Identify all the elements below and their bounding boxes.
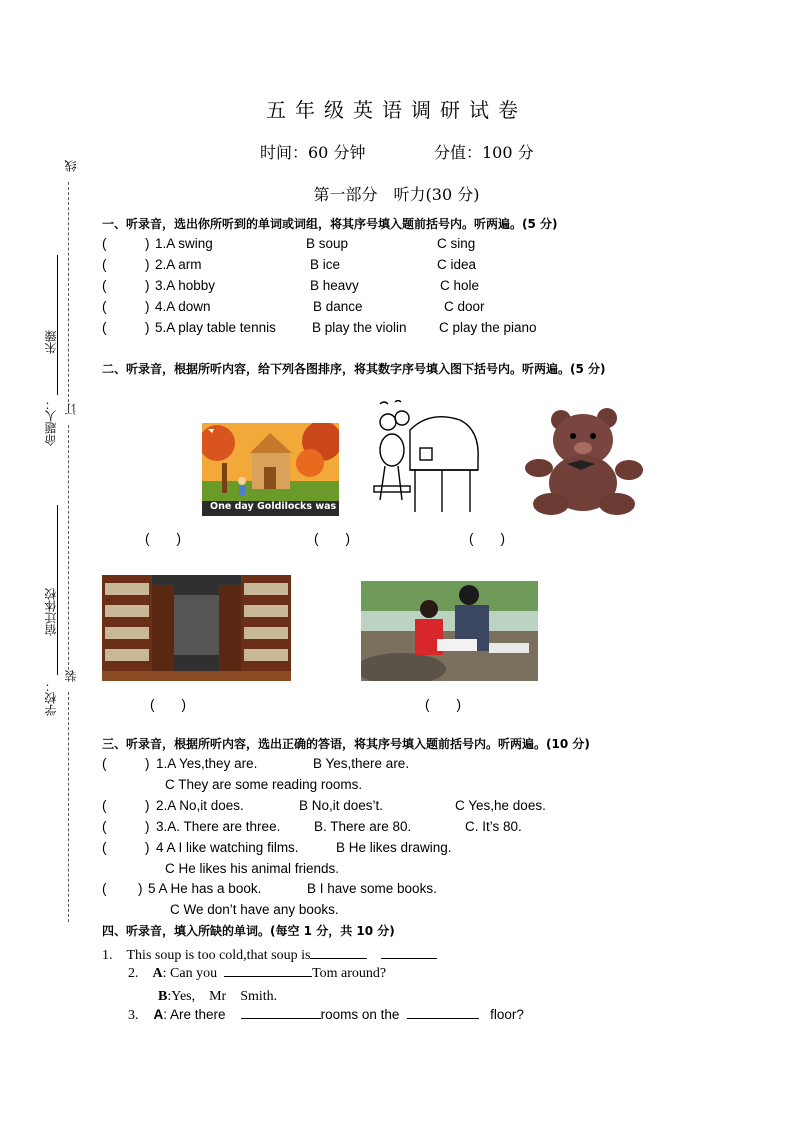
author-label: 命题人： [44, 398, 58, 446]
s1-q4-option-a: 4.A down [155, 299, 211, 314]
s1-q1-paren-close: ) [145, 236, 150, 251]
s3-q3-option-c: C. It’s 80. [465, 819, 522, 834]
s4-q1-text: 1. This soup is too cold,that soup is [102, 948, 311, 963]
s4-q3-blank2[interactable] [407, 1006, 479, 1019]
s3-q3-paren-close: ) [145, 819, 150, 834]
s4-q2-text2: Tom around? [312, 966, 387, 981]
s4-q2-text1: : Can you [162, 966, 218, 981]
s1-q3-paren-close: ) [145, 278, 150, 293]
goldilocks-picture [202, 423, 339, 516]
library-picture [102, 575, 291, 681]
s3-q5-option-b: B I have some books. [307, 881, 437, 896]
margin-dashed-line [68, 182, 69, 402]
s4-q2-speaker-a: A [152, 966, 163, 981]
s3-q4-option-b: B He likes drawing. [336, 840, 452, 855]
s1-q2-paren-close: ) [145, 257, 150, 272]
s4-q3-text1: : Are there [163, 1007, 226, 1022]
margin-xian: 线 [64, 160, 78, 172]
s3-q2-option-b: B No,it does’t. [299, 798, 384, 813]
s4-q2-blank[interactable] [224, 964, 312, 977]
section2-heading: 二、听录音，根据所听内容，给下列各图排序，将其数字序号填入图下括号内。听两遍。(5 分) [102, 362, 606, 376]
s4-q1 [102, 944, 437, 964]
s1-q5-option-b: B play the violin [312, 320, 407, 335]
s1-q5-option-c: C play the piano [439, 320, 537, 335]
margin-ding: 订 [64, 403, 78, 415]
goldilocks-caption: One day Goldilocks was [210, 501, 337, 512]
s3-q3-option-b: B. There are 80. [314, 819, 412, 834]
s1-q4-paren-close: ) [145, 299, 150, 314]
s3-q4-option-c: C He likes his animal friends. [165, 861, 340, 876]
s4-q3-speaker-a: A [153, 1007, 164, 1022]
s1-q2-paren[interactable]: ( [102, 257, 107, 272]
s3-q5-paren-close: ) [138, 881, 143, 896]
s1-q1-option-a: 1.A swing [155, 236, 213, 251]
s3-q3-option-a: 3.A. There are three. [156, 819, 281, 834]
author-underline [57, 255, 58, 395]
s3-q2-option-a: 2.A No,it does. [156, 798, 244, 813]
s1-q4-option-b: B dance [313, 299, 363, 314]
school-label: 学校： [44, 680, 58, 716]
s4-q2-text3: :Yes, Mr Smith. [167, 989, 278, 1004]
s4-q1-blank1[interactable] [310, 946, 367, 959]
picture4-bracket[interactable]: ( ) [150, 697, 186, 712]
s3-q4-paren-close: ) [145, 840, 150, 855]
s3-q4-paren[interactable]: ( [102, 840, 107, 855]
picture2-bracket[interactable]: ( ) [314, 531, 350, 546]
s4-q3 [128, 1006, 524, 1024]
school-name: 宿迁体校 [44, 588, 58, 636]
s1-q4-option-c: C door [444, 299, 485, 314]
s4-q2 [128, 964, 386, 982]
s1-q4-paren[interactable]: ( [102, 299, 107, 314]
s4-q2-number: 2. [128, 966, 139, 981]
s4-q3-number: 3. [128, 1008, 139, 1023]
s3-q3-paren[interactable]: ( [102, 819, 107, 834]
margin-dashed-line [68, 425, 69, 670]
s4-q2-speaker-b: B [158, 989, 168, 1004]
s3-q2-paren-close: ) [145, 798, 150, 813]
s1-q2-option-b: B ice [310, 257, 341, 272]
section4-heading: 四、听录音，填入所缺的单词。(每空 1 分，共 10 分) [102, 924, 395, 938]
picture5-bracket[interactable]: ( ) [425, 697, 461, 712]
part-heading: 第一部分 听力(30 分) [313, 185, 480, 204]
s1-q2-option-a: 2.A arm [155, 257, 202, 272]
s4-q3-blank1[interactable] [241, 1006, 321, 1019]
s3-q2-paren[interactable]: ( [102, 798, 107, 813]
s3-q5-option-c: C We don’t have any books. [170, 902, 339, 917]
s1-q2-option-c: C idea [437, 257, 477, 272]
s3-q1-paren-close: ) [145, 756, 150, 771]
picture3-bracket[interactable]: ( ) [469, 531, 505, 546]
s1-q5-paren-close: ) [145, 320, 150, 335]
margin-zhuang: 装 [64, 670, 78, 682]
reading-outdoors-picture [361, 581, 538, 681]
teddy-bear-picture [523, 408, 649, 516]
s1-q1-paren[interactable]: ( [102, 236, 107, 251]
s3-q1-paren[interactable]: ( [102, 756, 107, 771]
s3-q1-option-c: C They are some reading rooms. [165, 777, 363, 792]
exam-time: 时间：60 分钟 [260, 143, 366, 162]
page-title: 五年级英语调研试卷 [266, 98, 527, 122]
s1-q3-paren[interactable]: ( [102, 278, 107, 293]
margin-dashed-line [68, 692, 69, 922]
s1-q3-option-c: C hole [440, 278, 480, 293]
s4-q2-reply [158, 985, 277, 1005]
s1-q5-paren[interactable]: ( [102, 320, 107, 335]
s3-q5-paren[interactable]: ( [102, 881, 107, 896]
s3-q1-option-b: B Yes,there are. [313, 756, 410, 771]
section3-heading: 三、听录音，根据所听内容，选出正确的答语，将其序号填入题前括号内。听两遍。(10 分) [102, 737, 590, 751]
section1-heading: 一、听录音，选出你所听到的单词或词组，将其序号填入题前括号内。听两遍。(5 分) [102, 217, 558, 231]
s1-q3-option-b: B heavy [310, 278, 359, 293]
s3-q1-option-a: 1.A Yes,they are. [156, 756, 258, 771]
picture1-bracket[interactable]: ( ) [145, 531, 181, 546]
exam-score: 分值：100 分 [434, 143, 534, 162]
s1-q3-option-a: 3.A hobby [155, 278, 216, 293]
s4-q3-text2: rooms on the [320, 1007, 400, 1022]
s4-q3-text3: floor? [490, 1007, 524, 1022]
mouse-piano-picture [370, 400, 485, 518]
s1-q5-option-a: 5.A play table tennis [155, 320, 276, 335]
s3-q5-option-a: 5 A He has a book. [148, 881, 262, 896]
author-name: 朱臻 [44, 330, 58, 354]
s4-q1-blank2[interactable] [381, 946, 437, 959]
s1-q1-option-b: B soup [306, 236, 349, 251]
s1-q1-option-c: C sing [437, 236, 476, 251]
s3-q2-option-c: C Yes,he does. [455, 798, 546, 813]
s3-q4-option-a: 4 A I like watching films. [156, 840, 299, 855]
